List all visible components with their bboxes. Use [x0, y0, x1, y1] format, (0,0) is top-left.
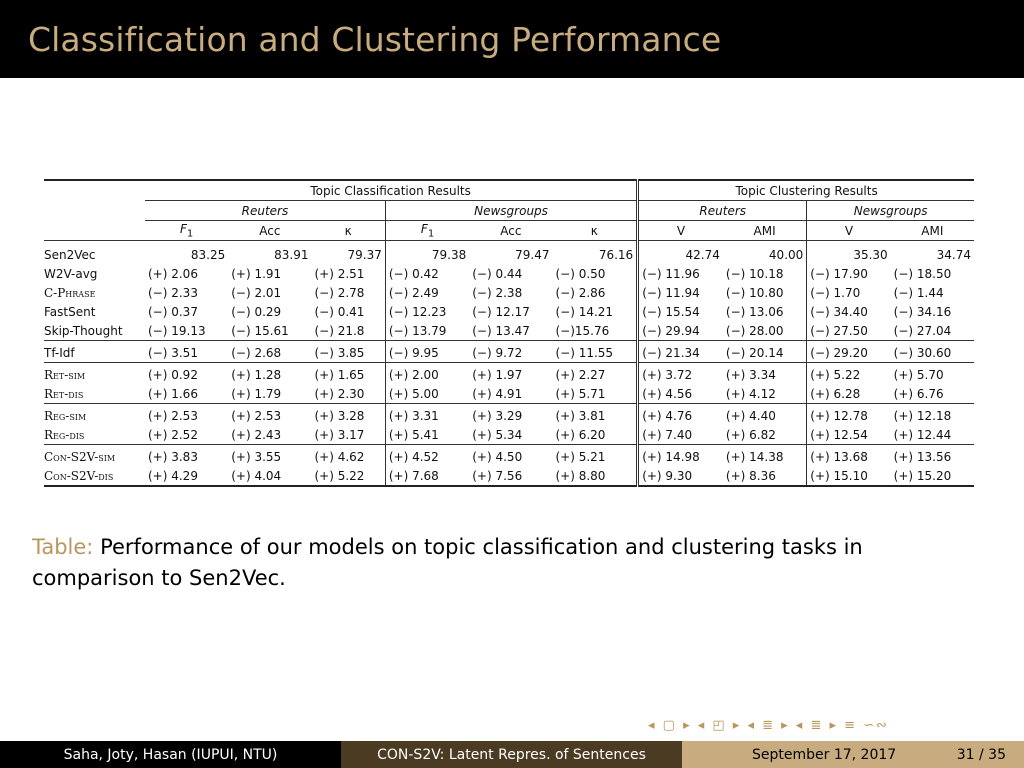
method-name: W2V-avg	[44, 266, 98, 281]
table-cell: (+) 12.44	[893, 427, 952, 442]
method-name: Ret-dis	[44, 386, 84, 401]
table-cell: (+) 3.72	[638, 363, 723, 385]
table-cell: (−) 0.37	[148, 304, 198, 319]
table-cell: (+) 13.56	[891, 445, 974, 467]
footer-date-page	[682, 741, 1024, 768]
table-row	[44, 445, 974, 467]
table-cell: (+) 4.50	[469, 445, 552, 467]
table-cell: (−) 34.40	[807, 302, 891, 321]
table-cell: (−) 27.04	[893, 323, 952, 338]
table-header-datasets	[44, 201, 974, 221]
table-cell: (+) 1.66	[148, 386, 198, 401]
table-cell: (+) 3.29	[469, 404, 552, 426]
table-header-metrics	[44, 221, 974, 241]
table-cell: (+) 3.28	[311, 404, 385, 426]
table-cell: (+) 3.83	[145, 445, 228, 467]
table-cell: (+) 12.18	[891, 404, 974, 426]
footer-page-number: 31 / 35	[956, 746, 1006, 763]
table-cell: (−) 3.51	[145, 341, 228, 363]
footer-date: September 17, 2017	[752, 746, 897, 763]
table-cell: (+) 8.36	[725, 468, 776, 483]
method-name: Ret-sim	[44, 363, 145, 385]
table-cell: (−) 2.78	[314, 285, 365, 300]
table-cell: (−) 17.90	[807, 264, 891, 283]
header-class-reuters: Reuters	[145, 201, 385, 221]
table-cell: (−) 11.96	[638, 264, 723, 283]
table-cell: (+) 1.91	[231, 266, 282, 281]
table-cell: (+) 5.70	[891, 363, 974, 385]
footer-short-title-text: CON-S2V: Latent Repres. of Sentences	[377, 746, 646, 763]
table-cell: (+) 4.04	[231, 468, 282, 483]
table-cell: 76.16	[598, 247, 634, 262]
table-row	[44, 425, 974, 445]
method-name: Con-S2V-dis	[44, 468, 114, 483]
table-cell: (+) 2.30	[314, 386, 365, 401]
table-cell: 79.37	[347, 247, 382, 262]
table-cell: (−) 13.79	[385, 321, 469, 341]
header-ami: AMI	[723, 221, 807, 241]
table-row	[44, 321, 974, 341]
table-cell: (+) 2.27	[552, 363, 637, 385]
table-cell: (−) 18.50	[893, 266, 952, 281]
table-cell: (+) 6.76	[893, 386, 944, 401]
footer-authors	[0, 741, 341, 768]
table-cell: (−) 2.38	[472, 285, 523, 300]
table-cell: 83.91	[274, 247, 309, 262]
table-cell: (+) 2.51	[314, 266, 365, 281]
table-cell: (+) 4.40	[723, 404, 807, 426]
method-name: Sen2Vec	[44, 247, 96, 262]
table-row	[44, 341, 974, 363]
header-class-newsgroups: Newsgroups	[385, 201, 637, 221]
table-cell: (+) 8.80	[555, 468, 606, 483]
table-cell: (+) 4.29	[148, 468, 198, 483]
table-cell: (−) 27.50	[807, 321, 891, 341]
table-row	[44, 363, 974, 385]
slide-footer	[0, 741, 1024, 768]
table-cell: (−) 10.80	[725, 285, 784, 300]
method-name: Con-S2V-sim	[44, 445, 145, 467]
table-cell: (+) 7.56	[472, 468, 523, 483]
table-cell: (+) 2.53	[228, 404, 311, 426]
table-cell: (+) 12.54	[807, 425, 891, 445]
table-cell: (+) 7.40	[638, 425, 723, 445]
table-cell: (−) 0.41	[314, 304, 365, 319]
table-cell: (−) 2.68	[228, 341, 311, 363]
table-cell: (+) 1.28	[228, 363, 311, 385]
table-cell: (−) 10.18	[725, 266, 784, 281]
nav-symbols[interactable]: ◂ ▢ ▸ ◂ ◰ ▸ ◂ ≣ ▸ ◂ ≣ ▸ ≡ ∽∾	[648, 718, 889, 733]
header-ami: AMI	[891, 221, 974, 241]
table-cell: (+) 13.68	[807, 445, 891, 467]
table-cell: (+) 6.20	[555, 427, 606, 442]
header-acc: Acc	[469, 221, 552, 241]
table-cell: (+) 4.52	[385, 445, 469, 467]
table-cell: (−) 19.13	[148, 323, 206, 338]
table-cell: 79.47	[515, 247, 550, 262]
table-row	[44, 404, 974, 426]
table-cell: (−) 0.29	[231, 304, 282, 319]
table-cell: (+) 0.92	[145, 363, 228, 385]
method-name: Reg-sim	[44, 404, 145, 426]
header-f1: $F_1$	[385, 221, 469, 241]
table-cell: (−) 12.23	[385, 302, 469, 321]
table-cell: (+) 4.91	[472, 386, 523, 401]
table-cell: (−) 2.33	[148, 285, 198, 300]
table-cell: (−) 1.70	[807, 283, 891, 302]
table-cell: 79.38	[385, 241, 469, 265]
table-cell: (+) 3.81	[552, 404, 637, 426]
table-cell: 42.74	[638, 241, 723, 265]
header-topic-classification: Topic Classification Results	[145, 180, 638, 201]
table-cell: (−) 15.54	[638, 302, 723, 321]
table-cell: (+) 15.10	[807, 466, 891, 486]
header-kappa: κ	[311, 221, 385, 241]
header-v: V	[807, 221, 891, 241]
table-cell: (−) 12.17	[472, 304, 530, 319]
beamer-nav-icons[interactable]	[648, 718, 889, 733]
table-cell: (+) 2.52	[148, 427, 198, 442]
table-cell: (−) 0.44	[472, 266, 523, 281]
table-cell: 34.74	[936, 247, 971, 262]
table-header-groups	[44, 180, 974, 201]
table-row	[44, 283, 974, 302]
table-cell: (+) 5.22	[314, 468, 365, 483]
table-cell: (+) 4.76	[638, 404, 723, 426]
table-cell: (−) 3.85	[311, 341, 385, 363]
method-name: Skip-Thought	[44, 323, 123, 338]
table-cell: (−) 9.95	[385, 341, 469, 363]
table-cell: (−) 30.60	[891, 341, 974, 363]
table-cell: (−) 21.34	[638, 341, 723, 363]
table-cell: 40.00	[768, 247, 804, 262]
table-cell: (−) 11.55	[552, 341, 637, 363]
table-cell: (+) 3.34	[723, 363, 807, 385]
table-cell: (+) 5.34	[472, 427, 523, 442]
table-cell: (+) 3.17	[314, 427, 365, 442]
table-cell: (−) 13.47	[472, 323, 530, 338]
table-cell: (+) 15.20	[893, 468, 952, 483]
table-cell: (+) 3.55	[228, 445, 311, 467]
header-v: V	[638, 221, 723, 241]
method-name: Tf-Idf	[44, 341, 145, 363]
table-cell: (+) 6.82	[725, 427, 776, 442]
table-cell: (+) 4.56	[638, 384, 723, 404]
header-f1: $F_1$	[145, 221, 228, 241]
table-cell: (+) 14.98	[638, 445, 723, 467]
table-cell: (+) 9.30	[638, 466, 723, 486]
caption-text: Performance of our models on topic classification and clustering tasks in comparison to Sen2Vec.	[32, 535, 863, 590]
method-name: FastSent	[44, 304, 96, 319]
table-cell: (+) 4.62	[311, 445, 385, 467]
table-cell: (+) 5.22	[807, 363, 891, 385]
table-cell: (+) 2.06	[148, 266, 198, 281]
table-cell: (+) 5.21	[552, 445, 637, 467]
table-cell: 35.30	[807, 241, 891, 265]
table-cell: (−) 2.86	[555, 285, 606, 300]
slide-title-bar	[0, 0, 1024, 78]
table-cell: (−) 34.16	[893, 304, 952, 319]
table-row	[44, 466, 974, 486]
table-cell: (−) 21.8	[314, 323, 365, 338]
table-cell: (+) 2.00	[385, 363, 469, 385]
table-cell: (−)15.76	[555, 323, 610, 338]
table-body	[44, 241, 974, 487]
header-clust-newsgroups: Newsgroups	[807, 201, 974, 221]
table-caption	[32, 532, 982, 594]
table-cell: (−) 11.94	[638, 283, 723, 302]
header-kappa: κ	[552, 221, 637, 241]
table-cell: (+) 6.28	[807, 384, 891, 404]
header-acc: Acc	[228, 221, 311, 241]
method-name: C-Phrase	[44, 285, 96, 300]
table-cell: (+) 2.43	[231, 427, 282, 442]
table-cell: (−) 13.06	[725, 304, 784, 319]
footer-short-title	[341, 741, 682, 768]
table-cell: (−) 15.61	[231, 323, 289, 338]
table-cell: (+) 5.71	[555, 386, 606, 401]
table-row	[44, 384, 974, 404]
table-row	[44, 241, 974, 265]
table-cell: (+) 1.65	[311, 363, 385, 385]
table-cell: (−) 20.14	[723, 341, 807, 363]
table-cell: (−) 2.49	[385, 283, 469, 302]
table-cell: (−) 9.72	[469, 341, 552, 363]
table-row	[44, 302, 974, 321]
slide-title: Classification and Clustering Performance	[28, 20, 722, 59]
table-cell: (−) 14.21	[555, 304, 614, 319]
header-clust-reuters: Reuters	[638, 201, 807, 221]
table-cell: (+) 3.31	[385, 404, 469, 426]
footer-authors-text: Saha, Joty, Hasan (IUPUI, NTU)	[63, 746, 278, 763]
table-cell: (−) 29.20	[807, 341, 891, 363]
table-cell: (+) 1.97	[469, 363, 552, 385]
table-cell: (−) 28.00	[725, 323, 784, 338]
table-cell: (+) 14.38	[723, 445, 807, 467]
table-cell: (−) 1.44	[893, 285, 944, 300]
table-cell: (+) 2.53	[145, 404, 228, 426]
caption-label: Table:	[32, 535, 94, 559]
table-cell: (+) 5.00	[385, 384, 469, 404]
table-cell: (−) 0.42	[385, 264, 469, 283]
table-cell: (+) 5.41	[385, 425, 469, 445]
table-cell: (+) 7.68	[385, 466, 469, 486]
method-name: Reg-dis	[44, 427, 85, 442]
table-cell: (+) 12.78	[807, 404, 891, 426]
header-topic-clustering: Topic Clustering Results	[638, 180, 974, 201]
table-cell: (+) 1.79	[231, 386, 282, 401]
results-table-container	[44, 179, 974, 487]
table-row	[44, 264, 974, 283]
table-cell: (−) 0.50	[555, 266, 606, 281]
table-cell: (−) 2.01	[231, 285, 282, 300]
table-cell: (−) 29.94	[638, 321, 723, 341]
results-table	[44, 179, 974, 487]
table-cell: (+) 4.12	[725, 386, 776, 401]
table-cell: 83.25	[190, 247, 226, 262]
